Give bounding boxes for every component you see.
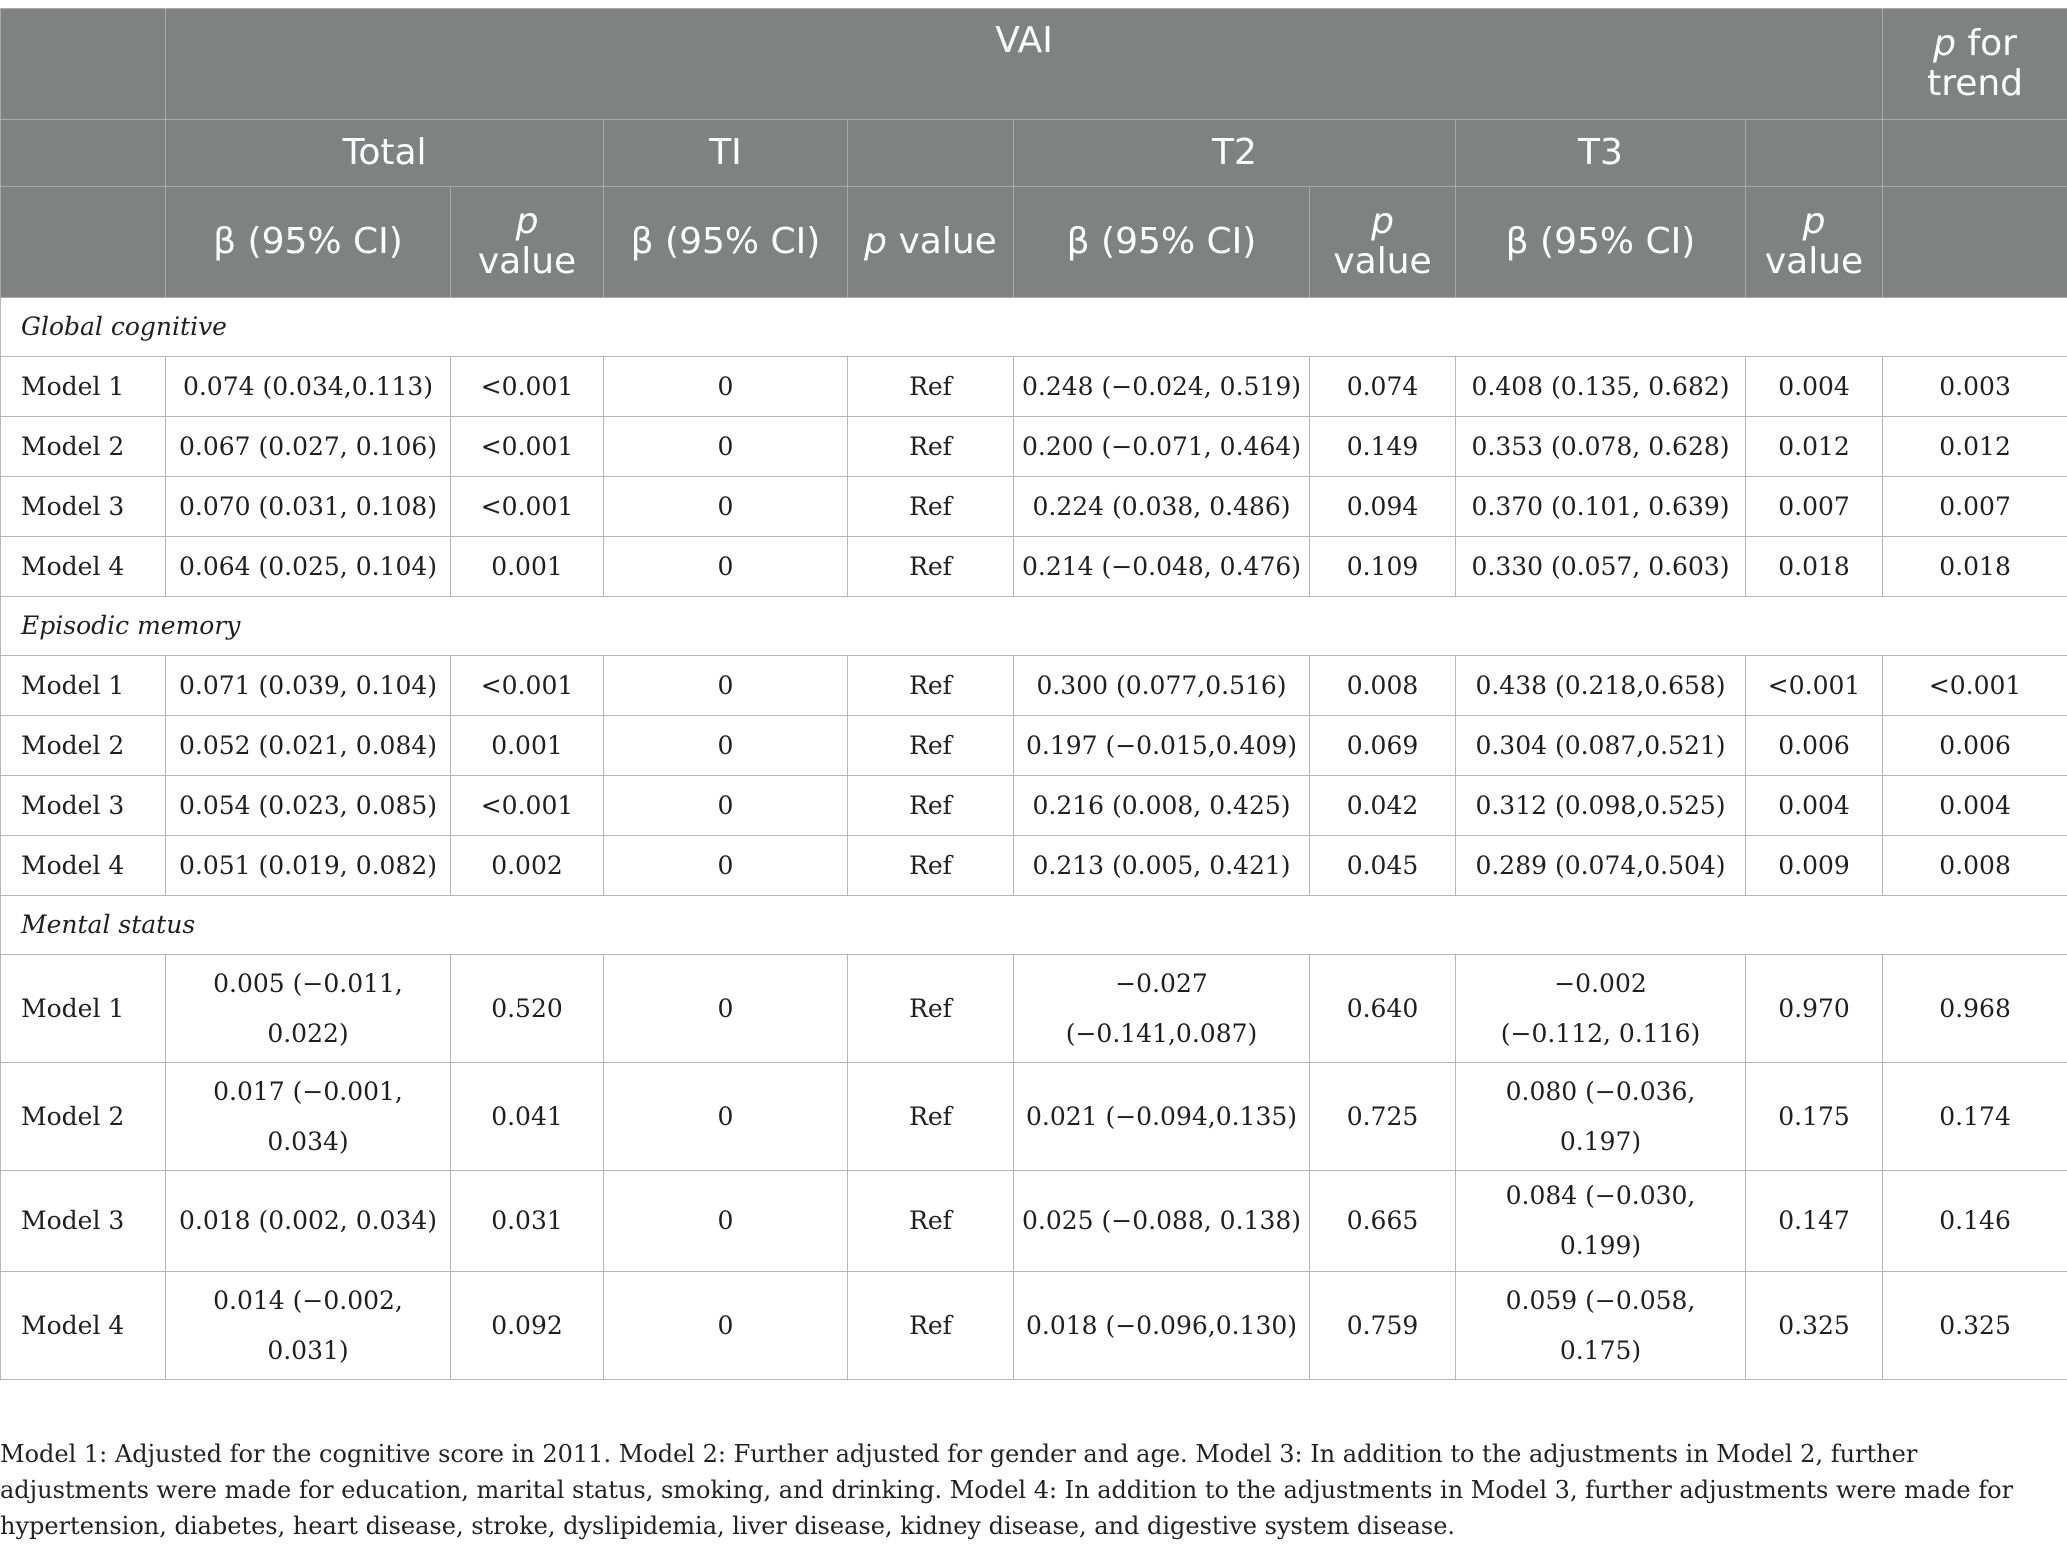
t3-p-cell: 0.147: [1746, 1171, 1883, 1272]
t2-beta-cell: 0.025 (−0.088, 0.138): [1014, 1171, 1310, 1272]
table-row: [1, 836, 2067, 896]
model-cell: Model 2: [1, 417, 166, 477]
t3-p-cell: 0.004: [1746, 776, 1883, 836]
t2-p-cell: 0.149: [1310, 417, 1456, 477]
table-row: [1, 656, 2067, 716]
t2-beta-cell: 0.216 (0.008, 0.425): [1014, 776, 1310, 836]
t1-p-cell: Ref: [848, 1171, 1014, 1272]
p-value-word: value: [1333, 241, 1432, 282]
header-t1: TI: [604, 120, 848, 187]
header-blank: [1, 120, 166, 187]
p-trend-cell: 0.007: [1883, 477, 2067, 537]
total-p-cell: 0.031: [451, 1171, 604, 1272]
p-trend-cell: <0.001: [1883, 656, 2067, 716]
t1-beta-cell: 0: [604, 357, 848, 417]
t1-beta-cell: 0: [604, 836, 848, 896]
t1-p-cell: Ref: [848, 477, 1014, 537]
t2-p-cell: 0.109: [1310, 537, 1456, 597]
t1-beta-cell: 0: [604, 1171, 848, 1272]
model-cell: Model 3: [1, 477, 166, 537]
header-corner: [1, 9, 166, 120]
header-vai-label: VAI: [995, 20, 1053, 61]
t1-beta-cell: 0: [604, 776, 848, 836]
header-t2-beta: β (95% CI): [1014, 187, 1310, 298]
t1-p-cell: Ref: [848, 537, 1014, 597]
t1-p-cell: Ref: [848, 955, 1014, 1063]
p-trend-cell: 0.012: [1883, 417, 2067, 477]
t1-p-cell: Ref: [848, 776, 1014, 836]
table-row: [1, 477, 2067, 537]
t2-beta-cell: 0.214 (−0.048, 0.476): [1014, 537, 1310, 597]
t2-p-cell: 0.094: [1310, 477, 1456, 537]
t1-beta-cell: 0: [604, 1063, 848, 1171]
t1-beta-cell: 0: [604, 417, 848, 477]
t3-p-cell: 0.007: [1746, 477, 1883, 537]
p-trend-cell: 0.174: [1883, 1063, 2067, 1171]
total-beta-cell: 0.051 (0.019, 0.082): [166, 836, 451, 896]
t3-p-cell: 0.175: [1746, 1063, 1883, 1171]
t2-beta-cell: 0.200 (−0.071, 0.464): [1014, 417, 1310, 477]
t3-beta-cell: 0.353 (0.078, 0.628): [1456, 417, 1746, 477]
header-p-for-trend: [1883, 9, 2067, 120]
total-p-cell: 0.002: [451, 836, 604, 896]
model-cell: Model 2: [1, 1063, 166, 1171]
model-cell: Model 1: [1, 357, 166, 417]
t3-beta-cell: 0.304 (0.087,0.521): [1456, 716, 1746, 776]
total-beta-cell: 0.067 (0.027, 0.106): [166, 417, 451, 477]
t3-beta-cell: 0.084 (−0.030, 0.199): [1456, 1171, 1746, 1272]
table-body: [1, 298, 2067, 1380]
total-p-cell: <0.001: [451, 656, 604, 716]
t1-p-cell: Ref: [848, 1063, 1014, 1171]
t2-beta-cell: 0.018 (−0.096,0.130): [1014, 1272, 1310, 1380]
t3-beta-cell: 0.289 (0.074,0.504): [1456, 836, 1746, 896]
p-trend-cell: 0.004: [1883, 776, 2067, 836]
t3-p-cell: <0.001: [1746, 656, 1883, 716]
total-beta-cell: 0.005 (−0.011, 0.022): [166, 955, 451, 1063]
t2-beta-cell: 0.224 (0.038, 0.486): [1014, 477, 1310, 537]
t3-beta-cell: 0.438 (0.218,0.658): [1456, 656, 1746, 716]
t3-p-cell: 0.018: [1746, 537, 1883, 597]
p-italic: p: [515, 201, 539, 242]
section-row: [1, 298, 2067, 357]
t3-beta-cell: 0.312 (0.098,0.525): [1456, 776, 1746, 836]
table-footnote: Model 1: Adjusted for the cognitive score in 2011. Model 2: Further adjusted for gender and age. Model 3: In addition to the adjustments in Model 2, further adjustments were made for education, marital status, smoking, and drinking. Model 4: In addition to the adjustments in Model 3, further adjustments were made for hypertension, diabetes, heart disease, stroke, dyslipidemia, liver disease, kidney disease, and digestive system disease.: [0, 1440, 2014, 1540]
header-blank: [1883, 120, 2067, 187]
p-value-word: value: [477, 241, 577, 282]
t1-beta-cell: 0: [604, 716, 848, 776]
t1-beta-cell: 0: [604, 537, 848, 597]
model-cell: Model 4: [1, 537, 166, 597]
header-blank: [1746, 120, 1883, 187]
p-trend-cell: 0.003: [1883, 357, 2067, 417]
p-for-trend-text: for trend: [1927, 23, 2024, 104]
t2-p-cell: 0.008: [1310, 656, 1456, 716]
header-blank: [848, 120, 1014, 187]
t2-beta-cell: 0.300 (0.077,0.516): [1014, 656, 1310, 716]
header-t2: T2: [1014, 120, 1456, 187]
section-row: [1, 896, 2067, 955]
model-cell: Model 1: [1, 656, 166, 716]
t2-p-cell: 0.074: [1310, 357, 1456, 417]
t1-beta-cell: 0: [604, 1272, 848, 1380]
t1-beta-cell: 0: [604, 955, 848, 1063]
total-beta-cell: 0.017 (−0.001, 0.034): [166, 1063, 451, 1171]
t2-p-cell: 0.759: [1310, 1272, 1456, 1380]
header-total: Total: [166, 120, 604, 187]
section-title: Global cognitive: [1, 298, 2067, 357]
t1-beta-cell: 0: [604, 656, 848, 716]
t3-beta-cell: −0.002 (−0.112, 0.116): [1456, 955, 1746, 1063]
total-p-cell: 0.001: [451, 716, 604, 776]
t3-p-cell: 0.009: [1746, 836, 1883, 896]
table-row: [1, 955, 2067, 1063]
total-beta-cell: 0.018 (0.002, 0.034): [166, 1171, 451, 1272]
header-total-beta: β (95% CI): [166, 187, 451, 298]
total-p-cell: <0.001: [451, 477, 604, 537]
total-p-cell: 0.092: [451, 1272, 604, 1380]
table-row: [1, 1171, 2067, 1272]
table-row: [1, 716, 2067, 776]
table-row: [1, 537, 2067, 597]
t3-beta-cell: 0.059 (−0.058, 0.175): [1456, 1272, 1746, 1380]
header-t3-p: [1746, 187, 1883, 298]
table-row: [1, 776, 2067, 836]
header-blank: [1883, 187, 2067, 298]
p-italic: p: [864, 221, 888, 262]
model-cell: Model 2: [1, 716, 166, 776]
header-t3-beta: β (95% CI): [1456, 187, 1746, 298]
t2-beta-cell: 0.248 (−0.024, 0.519): [1014, 357, 1310, 417]
header-blank: [1, 187, 166, 298]
t2-p-cell: 0.045: [1310, 836, 1456, 896]
t1-p-cell: Ref: [848, 716, 1014, 776]
total-beta-cell: 0.074 (0.034,0.113): [166, 357, 451, 417]
model-cell: Model 3: [1, 1171, 166, 1272]
total-p-cell: <0.001: [451, 357, 604, 417]
p-italic: p: [1933, 23, 1957, 64]
header-t2-p: [1310, 187, 1456, 298]
t2-beta-cell: −0.027 (−0.141,0.087): [1014, 955, 1310, 1063]
t3-p-cell: 0.325: [1746, 1272, 1883, 1380]
p-trend-cell: 0.006: [1883, 716, 2067, 776]
p-trend-cell: 0.008: [1883, 836, 2067, 896]
t1-p-cell: Ref: [848, 656, 1014, 716]
t3-beta-cell: 0.370 (0.101, 0.639): [1456, 477, 1746, 537]
t3-p-cell: 0.012: [1746, 417, 1883, 477]
t3-p-cell: 0.006: [1746, 716, 1883, 776]
total-p-cell: 0.520: [451, 955, 604, 1063]
total-p-cell: <0.001: [451, 417, 604, 477]
p-trend-cell: 0.325: [1883, 1272, 2067, 1380]
t2-p-cell: 0.042: [1310, 776, 1456, 836]
table-row: [1, 1063, 2067, 1171]
t2-beta-cell: 0.213 (0.005, 0.421): [1014, 836, 1310, 896]
header-total-p: [451, 187, 604, 298]
t2-p-cell: 0.640: [1310, 955, 1456, 1063]
total-beta-cell: 0.070 (0.031, 0.108): [166, 477, 451, 537]
table-row: [1, 417, 2067, 477]
header-t1-beta: β (95% CI): [604, 187, 848, 298]
p-trend-cell: 0.968: [1883, 955, 2067, 1063]
p-italic: p: [1802, 201, 1826, 242]
section-title: Episodic memory: [1, 597, 2067, 656]
p-trend-cell: 0.018: [1883, 537, 2067, 597]
total-p-cell: <0.001: [451, 776, 604, 836]
results-table: [0, 8, 2067, 1380]
header-t1-p: [848, 187, 1014, 298]
t2-beta-cell: 0.021 (−0.094,0.135): [1014, 1063, 1310, 1171]
t2-beta-cell: 0.197 (−0.015,0.409): [1014, 716, 1310, 776]
p-value-word: value: [1764, 241, 1864, 282]
total-beta-cell: 0.052 (0.021, 0.084): [166, 716, 451, 776]
model-cell: Model 3: [1, 776, 166, 836]
t1-p-cell: Ref: [848, 1272, 1014, 1380]
t3-beta-cell: 0.080 (−0.036, 0.197): [1456, 1063, 1746, 1171]
table-row: [1, 357, 2067, 417]
p-trend-cell: 0.146: [1883, 1171, 2067, 1272]
t1-p-cell: Ref: [848, 836, 1014, 896]
p-italic: p: [1371, 201, 1394, 242]
total-beta-cell: 0.064 (0.025, 0.104): [166, 537, 451, 597]
t2-p-cell: 0.665: [1310, 1171, 1456, 1272]
table-row: [1, 1272, 2067, 1380]
section-row: [1, 597, 2067, 656]
t3-p-cell: 0.004: [1746, 357, 1883, 417]
total-beta-cell: 0.014 (−0.002, 0.031): [166, 1272, 451, 1380]
t2-p-cell: 0.725: [1310, 1063, 1456, 1171]
total-beta-cell: 0.071 (0.039, 0.104): [166, 656, 451, 716]
p-value-word: value: [887, 221, 997, 262]
total-p-cell: 0.001: [451, 537, 604, 597]
t1-beta-cell: 0: [604, 477, 848, 537]
section-title: Mental status: [1, 896, 2067, 955]
t3-beta-cell: 0.408 (0.135, 0.682): [1456, 357, 1746, 417]
t1-p-cell: Ref: [848, 417, 1014, 477]
t3-p-cell: 0.970: [1746, 955, 1883, 1063]
total-beta-cell: 0.054 (0.023, 0.085): [166, 776, 451, 836]
model-cell: Model 4: [1, 1272, 166, 1380]
t3-beta-cell: 0.330 (0.057, 0.603): [1456, 537, 1746, 597]
t2-p-cell: 0.069: [1310, 716, 1456, 776]
t1-p-cell: Ref: [848, 357, 1014, 417]
header-t3: T3: [1456, 120, 1746, 187]
model-cell: Model 4: [1, 836, 166, 896]
total-p-cell: 0.041: [451, 1063, 604, 1171]
header-vai: [166, 9, 1883, 120]
model-cell: Model 1: [1, 955, 166, 1063]
